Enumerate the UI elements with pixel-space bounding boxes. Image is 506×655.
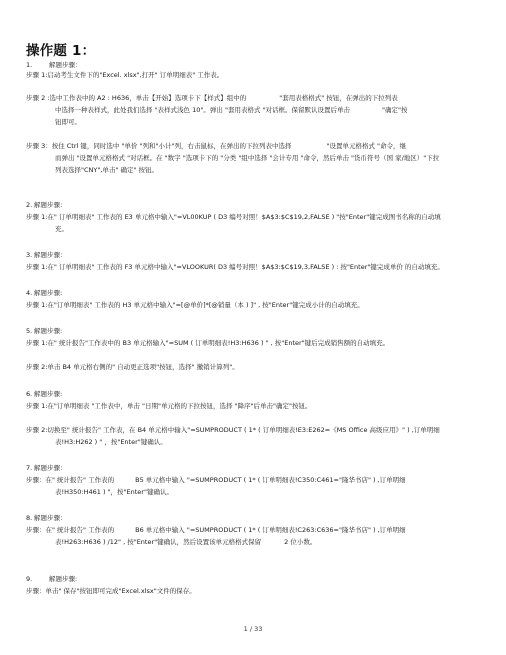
section-number: 2. xyxy=(26,201,33,209)
step-text: 步骤 1:启动考生文件下的"Excel. xlsx",打开" 订单明细表" 工作表。 xyxy=(26,71,224,79)
step-text: 步骤 1:在" 订单明细表" 工作表的 E3 单元格中输入"=VL00KUP ( D3 编号对照！$A$3:$C$19,2,FALSE ) "按"Enter"键完成图书名称的自动填 xyxy=(26,213,441,221)
step-text xyxy=(55,106,407,115)
step-text-part: 中选择一种表样式，此处我们选择 "表样式浅色 10"。弹出 "套用表格式 "对话框。保留默认设置后单击 xyxy=(55,106,350,114)
step-text-part: 表!H263:H636 ) /12" , 按"Enter"键确认，然后设置该单元格格式保留 xyxy=(55,538,262,546)
page-number: 1 / 33 xyxy=(243,625,263,633)
step-text-part: "设置单元格格式 "命令，继 xyxy=(326,142,407,150)
section-8-heading xyxy=(26,514,67,523)
section-7-heading xyxy=(26,464,67,473)
section-heading-text: 解题步骤: xyxy=(34,327,63,335)
section-9-heading xyxy=(26,575,77,584)
step-text xyxy=(26,142,406,151)
step-text: 步骤：单击" 保存"按钮即可完成"Excel.xlsx"文件的保存。 xyxy=(26,587,196,595)
section-number: 9. xyxy=(26,575,33,583)
page-title: 操作题 1： xyxy=(26,43,96,59)
step-text: 充。 xyxy=(55,225,68,233)
section-heading-text: 解题步骤： xyxy=(34,251,67,259)
section-number: 7. xyxy=(26,464,33,472)
section-6-heading xyxy=(26,390,62,399)
section-heading-text: 解题步骤: xyxy=(49,575,78,583)
section-heading-text: 解题步骤： xyxy=(49,61,82,69)
step-text: 步骤 2:单击 B4 单元格右侧的" 自动更正选项"按钮，选择" 撤销计算列"。 xyxy=(26,363,239,371)
step-text: 步骤 1:在" 统计报告"工作表中的 B3 单元格输入"=SUM ( 订单明细表!H3:H636 ) " , 按"Enter"键后完成销售额的自动填充。 xyxy=(26,339,390,347)
section-number: 6. xyxy=(26,390,33,398)
step-text: 而弹出 "设置单元格格式 "对话框。在 "数字 "选项卡下的 "分类 "组中选择 "会计专用 "命令，然后单击 "货币符号（国 家/地区）"下拉 xyxy=(55,154,440,162)
step-text xyxy=(55,538,316,547)
step-text-part: B5 单元格中输入 "=SUMPRODUCT ( 1* ( 订单明细表!C350:C461="隆华书店" ) ,订单明细 xyxy=(135,476,406,484)
section-heading-text: 解题步骤： xyxy=(34,464,67,472)
section-5-heading xyxy=(26,327,62,336)
section-heading-text: 解题步骤: xyxy=(34,289,63,297)
step-text: 钮即可。 xyxy=(55,118,81,126)
section-number: 3. xyxy=(26,251,33,259)
section-3-heading xyxy=(26,251,67,260)
section-number: 5. xyxy=(26,327,33,335)
step-text: 步骤 1:在"订单明细表" 工作表的 H3 单元格中输入"=[@单价]*[@销量（本 ) ]" , 按"Enter"键完成小计的自动填充。 xyxy=(26,301,364,309)
section-2-heading xyxy=(26,201,67,210)
section-heading-text: 解题步骤： xyxy=(34,201,67,209)
step-text-part: "套用表格格式" 按钮，在弹出的下拉列表 xyxy=(279,94,398,102)
step-text: 步骤 1:在"订单明细表 "工作表中，单击 "日期"单元格的下拉按钮，选择 "降序"后单击"确定"按钮。 xyxy=(26,402,312,410)
section-4-heading xyxy=(26,289,62,298)
section-number: 4. xyxy=(26,289,33,297)
step-text-part: 步骤：在" 统计报告" 工作表的 xyxy=(26,476,115,484)
step-text-part: 步骤 3：按住 Ctrl 键，同时选中 "单价 "列和"小计"列，右击鼠标，在弹出的下拉列表中选择 xyxy=(26,142,292,150)
step-text: 列表选择"CNY",单击" 确定" 按钮。 xyxy=(55,166,159,174)
step-text xyxy=(26,476,406,485)
step-text: 步骤 2:切换至" 统计报告" 工作表，在 B4 单元格中输入"=SUMPRODUCT ( 1* ( 订单明细表!E3:E262=《MS Office 高级应用》" ) ,订单明细 xyxy=(26,426,440,434)
step-text-part: B6 单元格中输入 "=SUMPRODUCT ( 1* ( 订单明细表!C263:C636="隆华书店" ) ,订单明细 xyxy=(135,526,406,534)
section-heading-text: 解题步骤： xyxy=(34,514,67,522)
step-text: 表!H350:H461 ) "，按"Enter"键确认。 xyxy=(55,488,173,496)
step-text: 表!H3:H262 ) " ，按"Enter"键确认。 xyxy=(55,438,167,446)
step-text: 步骤 1:在" 订单明细表" 工作表的 F3 单元格中输入"=VLOOKUR( D3 编号对照！$A$3:$C$19,3,FALSE ) : 按"Enter"键完成单价 的自动填充。 xyxy=(26,263,444,271)
step-text-part: 步骤 2 :选中工作表中的 A2 : H636，单击【开始】选项卡下【样式】组中的 xyxy=(26,94,247,102)
step-text-part: 2 位小数。 xyxy=(284,538,317,546)
section-number: 8. xyxy=(26,514,33,522)
step-text xyxy=(26,94,398,103)
step-text-part: "确定"按 xyxy=(382,106,408,114)
step-text xyxy=(26,526,406,535)
step-text-part: 步骤：在" 统计报告" 工作表的 xyxy=(26,526,115,534)
section-number: 1. xyxy=(26,61,33,69)
section-heading-text: 解题步骤: xyxy=(34,390,63,398)
section-1-heading xyxy=(26,61,82,70)
